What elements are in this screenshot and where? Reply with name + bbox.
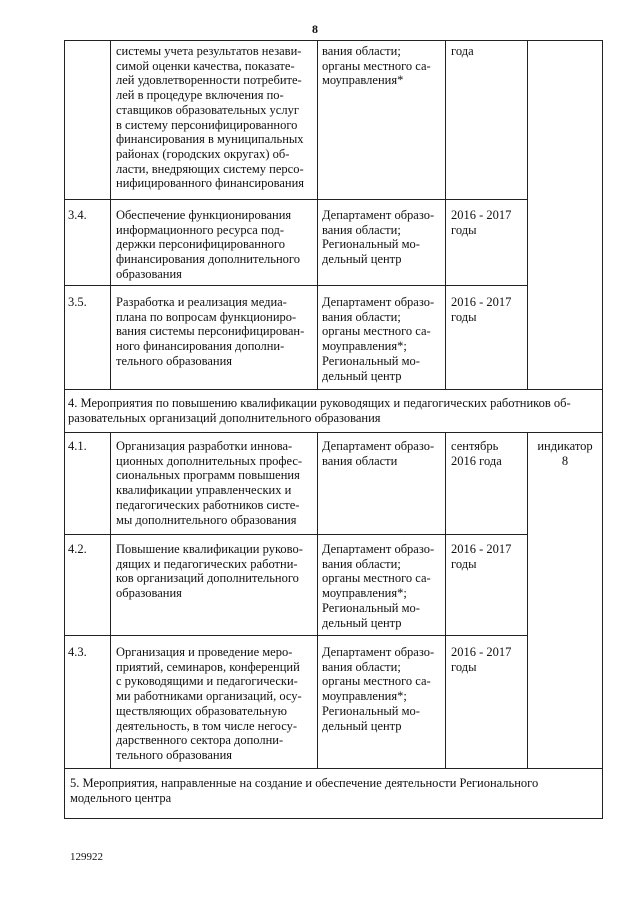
- event-cell: системы учета результатов незави- симой оценки качества, показате- лей удовлетворенности потребите- лей в процедуре включения по- ставщиков образовательных услуг в систему персонифицированного финансирования в муниципальных районах (городских округах) об- ласти, внедряющих систему персо- нифицированного финансирования: [116, 44, 305, 191]
- row-divider: [64, 635, 527, 636]
- num-text: 3.5.: [68, 295, 87, 309]
- indicator-cell: [530, 439, 600, 468]
- row-divider: [64, 389, 603, 390]
- col-divider: [317, 40, 318, 389]
- term-text: года: [451, 44, 474, 58]
- responsible-cell: [322, 295, 444, 383]
- term-cell: [451, 295, 525, 324]
- responsible-text: Департамент образо- вания области; органы местного са- моуправления*; Региональный мо- дельный центр: [322, 295, 435, 383]
- row-number: [68, 645, 108, 660]
- num-text: 4.1.: [68, 439, 87, 453]
- event-text: Разработка и реализация медиа- плана по вопросам функциониро- вания системы персонифицирован- ного финансирования дополни- тельного образования: [116, 295, 305, 368]
- responsible-cell: [322, 542, 444, 630]
- responsible-cell: [322, 439, 444, 468]
- term-text: 2016 - 2017 годы: [451, 208, 512, 237]
- col-divider: [317, 432, 318, 768]
- table-border-right: [602, 40, 603, 818]
- num-text: 4.3.: [68, 645, 87, 659]
- table-border-bottom: [64, 818, 603, 819]
- term-cell: [451, 439, 525, 468]
- event-text: Организация и проведение меро- приятий, семинаров, конференций с руководящими и педагогически- ми работниками организаций, осу- ществляющих образовательную деятельность, в том числе негосу- дарственного сектора дополни- тельного образования: [116, 645, 302, 762]
- row-divider: [64, 285, 527, 286]
- row-divider: [64, 534, 527, 535]
- event-cell: [116, 542, 314, 601]
- term-cell: [451, 208, 525, 237]
- event-cell: [116, 439, 314, 527]
- event-cell: [116, 295, 314, 369]
- col-divider: [445, 40, 446, 389]
- responsible-text: Департамент образо- вания области: [322, 439, 435, 468]
- indicator-text: индикатор 8: [537, 439, 593, 468]
- table-border-left: [64, 40, 65, 818]
- col-divider: [527, 40, 528, 389]
- col-divider: [110, 432, 111, 768]
- term-text: сентябрь 2016 года: [451, 439, 502, 468]
- term-cell: [451, 44, 525, 59]
- col-divider: [110, 40, 111, 389]
- term-text: 2016 - 2017 годы: [451, 645, 512, 674]
- col-divider: [445, 432, 446, 768]
- section-heading: [70, 776, 600, 805]
- event-cell: [116, 208, 314, 282]
- responsible-cell: [322, 208, 444, 267]
- num-text: 3.4.: [68, 208, 87, 222]
- responsible-cell: [322, 44, 444, 88]
- row-divider: [64, 199, 527, 200]
- table-border-top: [64, 40, 603, 41]
- responsible-cell: [322, 645, 444, 733]
- term-cell: [451, 645, 525, 674]
- section-heading: [68, 396, 600, 425]
- col-divider: [527, 432, 528, 768]
- term-text: 2016 - 2017 годы: [451, 295, 512, 324]
- row-number: [68, 208, 108, 223]
- row-number: [68, 439, 108, 454]
- responsible-text: Департамент образо- вания области; органы местного са- моуправления*; Региональный мо- дельный центр: [322, 645, 435, 733]
- responsible-text: Департамент образо- вания области; органы местного са- моуправления*; Региональный мо- дельный центр: [322, 542, 435, 630]
- responsible-text: Департамент образо- вания области; Региональный мо- дельный центр: [322, 208, 435, 267]
- footer-code: 129922: [70, 851, 103, 863]
- page-number: 8: [312, 22, 318, 36]
- event-text: Обеспечение функционирования информационного ресурса под- держки персонифицированного финансирования дополнительного образования: [116, 208, 300, 281]
- event-text: Повышение квалификации руково- дящих и педагогических работни- ков организаций дополнительного образования: [116, 542, 303, 601]
- event-cell: [116, 645, 314, 763]
- row-number: [68, 295, 108, 310]
- term-cell: [451, 542, 525, 571]
- row-divider: [64, 768, 603, 769]
- term-text: 2016 - 2017 годы: [451, 542, 512, 571]
- table-row: [116, 44, 314, 191]
- section-text: 4. Мероприятия по повышению квалификации руководящих и педагогических работников об- разовательных организаций дополнительного образования: [68, 396, 571, 425]
- num-text: 4.2.: [68, 542, 87, 556]
- row-divider: [64, 432, 603, 433]
- section-text: 5. Мероприятия, направленные на создание и обеспечение деятельности Регионального модельного центра: [70, 776, 539, 805]
- row-number: [68, 542, 108, 557]
- event-text: Организация разработки иннова- ционных дополнительных профес- сиональных программ повышения квалификации управленческих и педагогических работников систе- мы дополнительного образования: [116, 439, 303, 527]
- responsible-text: вания области; органы местного са- моуправления*: [322, 44, 431, 88]
